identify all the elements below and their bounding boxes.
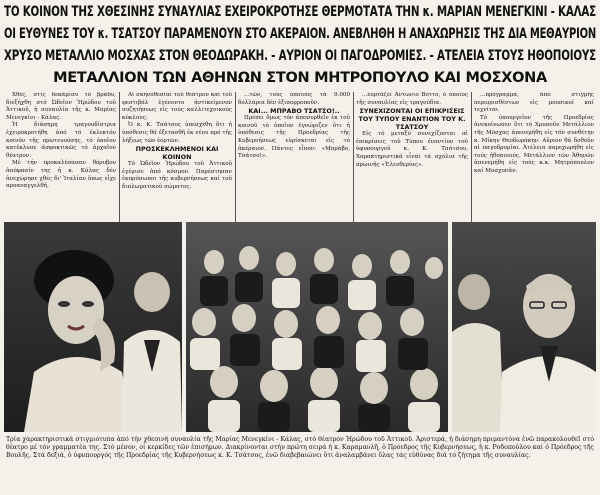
column-divider (119, 92, 120, 227)
column-divider (235, 92, 236, 227)
column-paragraph: ...ἑορτάζει Ἀντώνιο Βόττο, ὁ ὁποῖος τῆς συναυλίας εἰς τραγούδια. (356, 92, 468, 106)
article-column-4 (356, 92, 468, 217)
headline-line-1: ΤΟ ΚΟΙΝΟΝ ΤΗΣ ΧΘΕΣΙΝΗΣ ΣΥΝΑΥΛΙΑΣ ΕΧΕΙΡΟΚΡΟΤΗΣΕ ΘΕΡΜΟΤΑΤΑ ΤΗΝ κ. ΜΑΡΙΑΝ ΜΕΝΕΓΚΙΝΙ - ΚΑΛΑΣ (4, 4, 596, 20)
column-divider (471, 92, 472, 227)
column-paragraph: Μέ τήν προκαλέσασαν θόρυβον ἀπόφασίν της ἡ κ. Κάλας δέν ἀνεχώρησε χθές δι' Ἰταλίαν ὅπως εἶχε προαναγγελθῆ. (6, 160, 116, 190)
article-column-2 (122, 92, 232, 217)
column-paragraph: Πρέπει ὅμως τόν ἀποσυρθεῖν ἐκ τοῦ κοινοῦ τό ὁποῖον ἐγνώριζεν ὅτι ἡ ὑπόθεσις τῆς Προεδρίας τῆς Κυβερνήσεως εὑρίσκεται εἰς τό ἀκέραιον. Πάντες εἶπον: «Μπράβο, Τσάτσο!». (238, 115, 350, 160)
concert-photo-montage (4, 222, 596, 432)
column-paragraph: Αἱ σκηνοθεσίαι τοῦ θεάτρου καί τοῦ φεστιβάλ ἐγένοντο ἀντικείμενον συζητήσεως εἰς τούς καλλιτεχνικούς κύκλους. (122, 92, 232, 121)
column-subheading: ΚΑΙ... ΜΠΡΑΒΟ ΤΣΑΤΣΟ!.. (248, 107, 340, 116)
column-paragraph: ...πρόγραμμα, ἀπό στιγμῆς περιορισθέντων εἰς μουσικοί καί τεχνίται. (474, 92, 594, 114)
column-paragraph: Ὁ κ. Κ. Τσάτσος ὑπεσχέθη ὅτι ἡ ὑπόθεσις θά ἐξετασθῆ ἐκ νέου πρό τῆς λήξεως τῶν ἑορτῶν. (122, 122, 232, 144)
photo-caption: Τρία χαρακτηριστικά στιγμιότυπα ἀπό τήν χθεσινή συναυλία τῆς Μαρίας Μενεγκίνι - Κάλας, στό θέατρον Ἡρώδου τοῦ Ἀττικοῦ. Ἀριστερά, ἡ διάσημη πριμαντόνα ἐνῶ παρακολουθεῖ στό θέατρο μέ τόν γραμματέα της. Στό μέσον, οἱ κερκίδες τῶν ἐπισήμων. Διακρίνονται στήν πρώτη σειρά ἡ κ. Καραμανλῆ, ὁ Πρόεδρος τῆς Κυβερνήσεως, ἡ κ. Ροδοπούλου καί ὁ Πρόεδρος τῆς Βουλῆς. Στά δεξιά, ὁ ὑφυπουργός τῆς Προεδρίας τῆς Κυβερνήσεως κ. Κ. Τσάτσος, ἐνῶ διαβεβαιώνει ὅτι ἀναλαμβάνει ὅλας τάς εὐθύνας διά τό ζήτημα τῆς συναυλίας. (6, 436, 594, 460)
headline-line-4: ΜΕΤΑΛΛΙΟΝ ΤΩΝ ΑΘΗΝΩΝ ΣΤΟΝ ΜΗΤΡΟΠΟΥΛΟ ΚΑΙ ΜΟΣΧΟΝΑ (53, 70, 547, 86)
column-paragraph: Εἰς τό μεταξύ συνεχίζονται αἱ ἐπικρίσεις τοῦ Τύπου ἐναντίον τοῦ ὑφυπουργοῦ κ. Κ. Τσάτσου. Χαρακτηριστικά εἶναι τά σχόλια τῆς πρωινῆς «Ἐλευθερίας». (356, 131, 468, 168)
article-column-3 (238, 92, 350, 217)
column-paragraph: Τό ὑπουργεῖον τῆς Προεδρίας ἀνεκοίνωσεν ὅτι τό Χρυσοῦν Μετάλλιον τῆς Μόσχας ἀπενεμήθη εἰς τόν συνθέτην κ. Μίκην Θεοδωράκην. Αὔριον θά δοθοῦν αἱ παγοδρομίαι. Ἀτέλεια παρεχωρήθη εἰς τούς ἠθοποιούς. Μετάλλιον τῶν Ἀθηνῶν ἀπενεμήθη εἰς τούς κ.κ. Μητρόπουλον καί Μοσχονᾶν. (474, 114, 594, 174)
column-subheading: ΣΥΝΕΧΙΖΟΝΤΑΙ ΟΙ ΕΠΙΚΡΙΣΕΙΣ ΤΟΥ ΤΥΠΟΥ ΕΝΑΝΤΙΟΝ ΤΟΥ Κ. ΤΣΑΤΣΟΥ (358, 107, 466, 132)
headline-line-3: ΧΡΥΣΟ ΜΕΤΑΛΛΙΟ ΜΟΣΧΑΣ ΣΤΟΝ ΘΕΟΔΩΡΑΚΗ. - ΑΥΡΙΟΝ ΟΙ ΠΑΓΟΔΡΟΜΙΕΣ. - ΑΤΕΛΕΙΑ ΣΤΟΥΣ ΗΘΟΠΟΙΟΥΣ (4, 48, 596, 64)
column-subheading: ΠΡΟΣΚΕΚΛΗΜΕΝΟΙ ΚΑΙ ΚΟΙΝΟΝ (135, 145, 219, 162)
headline-line-2: ΟΙ ΕΥΘΥΝΕΣ ΤΟΥ κ. ΤΣΑΤΣΟΥ ΠΑΡΑΜΕΝΟΥΝ ΣΤΟ ΑΚΕΡΑΙΟΝ. ΑΝΕΒΛΗΘΗ Η ΑΝΑΧΩΡΗΣΙΣ ΤΗΣ ΔΙΑ ΜΕΘΑΥΡΙΟΝ (4, 26, 596, 42)
column-divider (353, 92, 354, 227)
column-paragraph: Ἡ διάσημη τραγουδίστρια ἐχειροκροτήθη ἀπό τό ἐκλεκτόν κοινόν τῆς πρωτευούσης, τό ὁποῖον κατέκλυσε ἀσφυκτικῶς τό ἀρχαῖον θέατρον. (6, 122, 116, 159)
column-paragraph: ...τῶν, τούς ὁποίους τά 9.000 δολλάρια δέν ἐξισορροποῦν. (238, 92, 350, 106)
article-column-5 (474, 92, 594, 217)
photo-montage-illustration (4, 222, 596, 432)
article-column-1 (6, 92, 116, 217)
column-paragraph: Τό Ὠδεῖον Ἡρώδου τοῦ Ἀττικοῦ ἐγέμισε ἀπό κόσμον. Παρέστησαν ἐκπρόσωποι τῆς κυβερνήσεως καί τοῦ διπλωματικοῦ σώματος. (122, 161, 232, 190)
column-paragraph: Χθές, στίς δεκάμισυ τό βράδυ, διεξήχθη στό Ὠδεῖον Ἡρώδου τοῦ Ἀττικοῦ, ἡ συναυλία τῆς κ. Μαρίας Μενεγκίνι - Κάλας. (6, 92, 116, 121)
